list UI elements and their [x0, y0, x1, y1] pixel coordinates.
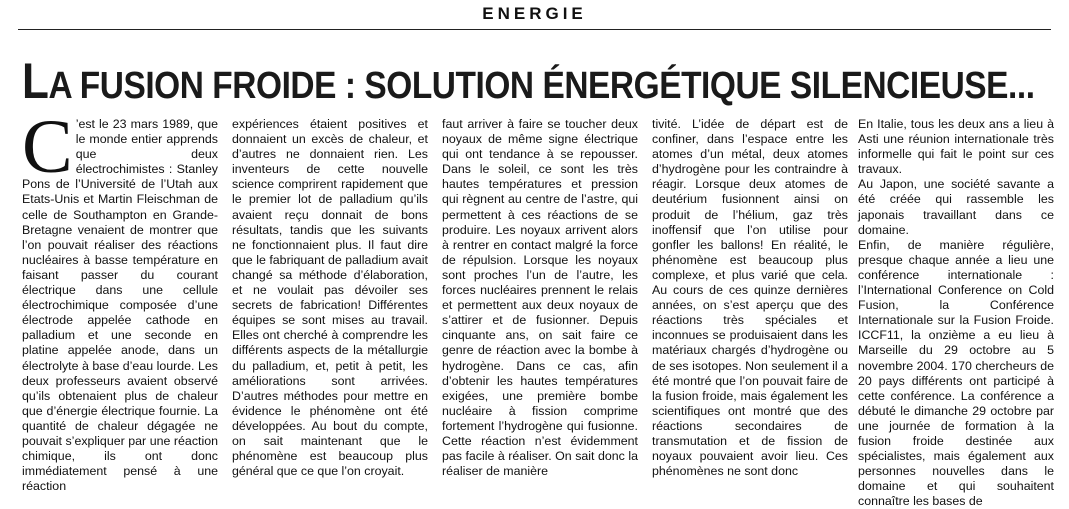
drop-cap: C: [22, 105, 73, 189]
article-column-5: [858, 117, 1054, 509]
column-3-text: faut arriver à faire se toucher deux noyaux de même signe électrique qui ont tendance à se repousser. Dans le soleil, ce sont les très hautes températures et pression qui règnent au centre de l’astre, qui permettent à ces réactions de se produire. Les noyaux arrivent alors à rentrer en contact malgré la force de répulsion. Lorsque les noyaux sont proches l’un de l’autre, les forces nucléaires prennent le relais et permettent aux deux noyaux de s’attirer et de fusionner. Depuis cinquante ans, on sait faire ce genre de réaction avec la bombe à hydrogène. Dans ce cas, afin d’obtenir les hautes températures exigées, une première bombe nucléaire à fission comprime fortement l’hydrogène qui fusionne. Cette réaction n’est évidemment pas facile à réaliser. On sait donc la réaliser de manière: [442, 117, 638, 479]
article-column-2: [232, 117, 428, 479]
headline-rest: A FUSION FROIDE : SOLUTION ÉNERGÉTIQUE SILENCIEUSE...: [48, 65, 1035, 107]
section-label-text: ENERGIE: [468, 4, 601, 23]
column-2-text: expériences étaient positives et donnaient un excès de chaleur, et d’autres ne donnaient rien. Les inventeurs de cette nouvelle science comprirent rapidement que le premier lot de palladium qu’ils avaient reçu donnait de bons résultats, tandis que les suivants ne fonctionnaient plus. Il faut dire que le fabriquant de palladium avait changé sa méthode d’élaboration, et ne voulait pas dévoiler ses secrets de fabrication! Différentes équipes se sont mises au travail. Elles ont cherché à comprendre les différents aspects de la métallurgie du palladium, et, petit à petit, les améliorations sont arrivées. D’autres méthodes pour mettre en évidence le phénomène ont été développées. Au bout du compte, on sait maintenant que le phénomène est beaucoup plus général que ce que l’on croyait.: [232, 117, 428, 479]
article-body: [22, 105, 1054, 509]
article-column-4: [652, 117, 848, 479]
column-1-text: ’est le 23 mars 1989, que le monde entier apprends que deux électrochimistes : Stanley Pons de l’Université de l’Utah aux Etats-Unis et Martin Fleischman de celle de Southampton en Grande-Bretagne venaient de montrer que l’on pouvait réaliser des réactions nucléaires à basse température en faisant passer du courant électrique dans une cellule électrochimique composée d’une électrode appelée cathode en palladium et une seconde en platine appelée anode, dans un électrolyte à base d’eau lourde. Les deux professeurs avaient observé qu’ils obtenaient plus de chaleur que d’énergie électrique fournie. La quantité de chaleur dégagée ne pouvait s’expliquer par une réaction chimique, ils ont donc immédiatement pensé à une réaction: [22, 117, 218, 494]
article-column-3: [442, 117, 638, 479]
headline: [22, 52, 1035, 110]
article-column-1: [22, 105, 218, 494]
section-label: [0, 4, 1069, 24]
headline-cap: L: [22, 53, 49, 109]
column-5-paragraph-2: Au Japon, une société savante a été créée qui rassemble les japonais travaillant dans ce domaine.: [858, 177, 1054, 237]
column-5-paragraph-3: Enfin, de manière régulière, presque chaque année a lieu une conférence internationale : l’International Conference on Cold Fusion, la Conférence Internationale sur la Fusion Froide. ICCF11, la onzième a eu lieu à Marseille du 29 octobre au 5 novembre 2004. 170 chercheurs de 20 pays différents ont participé à cette conférence. La conférence a débuté le dimanche 29 octobre par une journée de formation à la fusion froide destinée aux spécialistes, mais également aux personnes nouvelles dans le domaine et qui souhaitent connaître les bases de: [858, 237, 1054, 509]
column-5-paragraph-1: En Italie, tous les deux ans a lieu à Asti une réunion internationale très informelle qui fait le point sur ces travaux.: [858, 117, 1054, 177]
column-4-text: tivité. L’idée de départ est de confiner, dans l’espace entre les atomes d’un métal, deux atomes d’hydrogène pour les contraindre à réagir. Lorsque deux atomes de deutérium fusionnent ainsi on produit de l’hélium, gaz très inoffensif que l’on utilise pour gonfler les ballons! En réalité, le phénomène est beaucoup plus complexe, et plus varié que cela. Au cours de ces quinze dernières années, on s’est aperçu que des réactions très spéciales et inconnues se produisaient dans les matériaux chargés d’hydrogène ou de ses isotopes. Non seulement il a été montré que l’on pouvait faire de la fusion froide, mais également les scientifiques ont montré que des réactions secondaires de transmutation et de fission de noyaux pouvaient avoir lieu. Ces phénomènes ne sont donc: [652, 117, 848, 479]
section-rule: [18, 29, 1051, 30]
